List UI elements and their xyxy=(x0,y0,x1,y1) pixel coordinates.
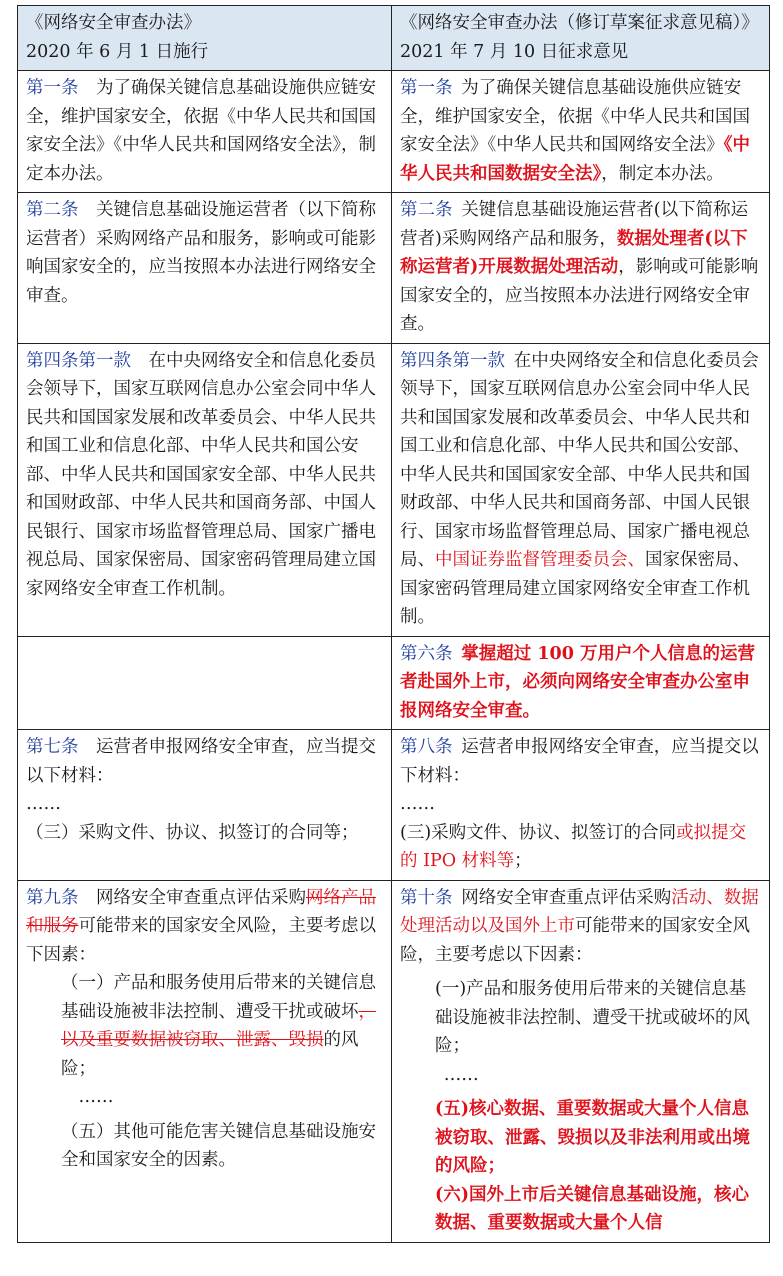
comparison-table xyxy=(17,5,770,1243)
deleted-text: 网络产品和服务 xyxy=(26,887,376,936)
added-text: (五)核心数据、重要数据或大量个人信息被窃取、泄露、毁损以及非法利用或出境的风险； xyxy=(435,1099,750,1176)
added-text: 活动、数据处理活动以及国外上市 xyxy=(400,887,759,936)
row3-left: 第四条第一款 在中央网络安全和信息化委员会领导下，国家互联网信息办公室会同中华人民共和国国家发展和改革委员会、中华人民共和国工业和信息化部、中华人民共和国公安部、中华人民共和国国家安全部、中华人民共和国财政部、中华人民共和国商务部、中国人民银行、国家市场监督管理总局、国家广播电视总局、国家保密局、国家密码管理局建立国家网络安全审查工作机制。 xyxy=(18,343,392,636)
article-label: 第十条 xyxy=(400,887,453,908)
row5-left: 第七条 运营者申报网络安全审查，应当提交以下材料： …… （三）采购文件、协议、拟签订的合同等； xyxy=(18,730,392,881)
table-row xyxy=(18,880,770,1242)
added-text: 《中华人民共和国数据安全法》 xyxy=(400,135,750,184)
article-label: 第八条 xyxy=(400,737,453,757)
table-row xyxy=(18,343,770,636)
table-row xyxy=(18,71,770,193)
header-right: 《网络安全审查办法（修订草案征求意见稿）》2021 年 7 月 10 日征求意见 xyxy=(392,6,770,71)
added-text: 掌握超过 100 万用户个人信息的运营者赴国外上市，必须向网络安全审查办公室申报网络安全审查。 xyxy=(400,643,755,721)
row4-right xyxy=(392,636,770,730)
added-text: (六)国外上市后关键信息基础设施，核心数据、重要数据或大量个人信 xyxy=(435,1184,750,1233)
row5-right: 第八条 运营者申报网络安全审查，应当提交以下材料： …… (三)采购文件、协议、拟签订的合同或拟提交的 IPO 材料等； xyxy=(392,730,770,881)
row2-left: 第二条 关键信息基础设施运营者（以下简称运营者）采购网络产品和服务，影响或可能影响国家安全的，应当按照本办法进行网络安全审查。 xyxy=(18,193,392,344)
article-label: 第六条 xyxy=(400,643,453,664)
row3-right: 第四条第一款 在中央网络安全和信息化委员会领导下，国家互联网信息办公室会同中华人民共和国国家发展和改革委员会、中华人民共和国工业和信息化部、中华人民共和国公安部、中华人民共和国国家安全部、中华人民共和国财政部、中华人民共和国商务部、中国人民银行、国家市场监督管理总局、国家广播电视总局、中国证券监督管理委员会、国家保密局、国家密码管理局建立国家网络安全审查工作机制。 xyxy=(392,343,770,636)
added-text: 中国证券监督管理委员会、 xyxy=(435,550,645,570)
article-label: 第四条第一款 xyxy=(400,350,505,371)
article-label: 第一条 xyxy=(26,78,79,98)
row6-left: 第九条 网络安全审查重点评估采购网络产品和服务可能带来的国家安全风险，主要考虑以下因素： （一）产品和服务使用后带来的关键信息基础设施被非法控制、遭受干扰或破坏，以及重要数据被窃取、泄露、毁损的风险； …… （五）其他可能危害关键信息基础设施安全和国家安全的因素。 xyxy=(18,880,392,1242)
table-row xyxy=(18,193,770,344)
article-label: 第九条 xyxy=(26,887,79,908)
article-label: 第七条 xyxy=(26,737,79,757)
added-text: 数据处理者(以下称运营者)开展数据处理活动 xyxy=(400,228,748,277)
deleted-text: ，以及重要数据被窃取、泄露、毁损 xyxy=(61,1001,376,1050)
table-row xyxy=(18,636,770,730)
table-row xyxy=(18,730,770,881)
row4-left-empty xyxy=(18,636,392,730)
article-label: 第一条 xyxy=(400,78,453,98)
article-label: 第二条 xyxy=(400,200,453,220)
article-label: 第二条 xyxy=(26,200,79,220)
header-left: 《网络安全审查办法》 2020 年 6 月 1 日施行 xyxy=(18,6,392,71)
row1-left: 第一条 为了确保关键信息基础设施供应链安全，维护国家安全，依据《中华人民共和国国家安全法》《中华人民共和国网络安全法》，制定本办法。 xyxy=(18,71,392,193)
added-text: 或拟提交的 IPO 材料等 xyxy=(400,822,747,871)
header-row xyxy=(18,6,770,71)
row6-right: 第十条 网络安全审查重点评估采购活动、数据处理活动以及国外上市可能带来的国家安全风险，主要考虑以下因素： (一)产品和服务使用后带来的关键信息基础设施被非法控制、遭受干扰或破坏的风险； …… (五)核心数据、重要数据或大量个人信息被窃取、泄露、毁损以及非法利用或出境的风险； (六)国外上市后关键信息基础设施，核心数据、重要数据或大量个人信 xyxy=(392,880,770,1242)
article-label: 第四条第一款 xyxy=(26,350,131,371)
row1-right: 第一条 为了确保关键信息基础设施供应链安全，维护国家安全，依据《中华人民共和国国家安全法》《中华人民共和国网络安全法》《中华人民共和国数据安全法》，制定本办法。 xyxy=(392,71,770,193)
row2-right: 第二条 关键信息基础设施运营者(以下简称运营者)采购网络产品和服务，数据处理者(以下称运营者)开展数据处理活动，影响或可能影响国家安全的，应当按照本办法进行网络安全审查。 xyxy=(392,193,770,344)
